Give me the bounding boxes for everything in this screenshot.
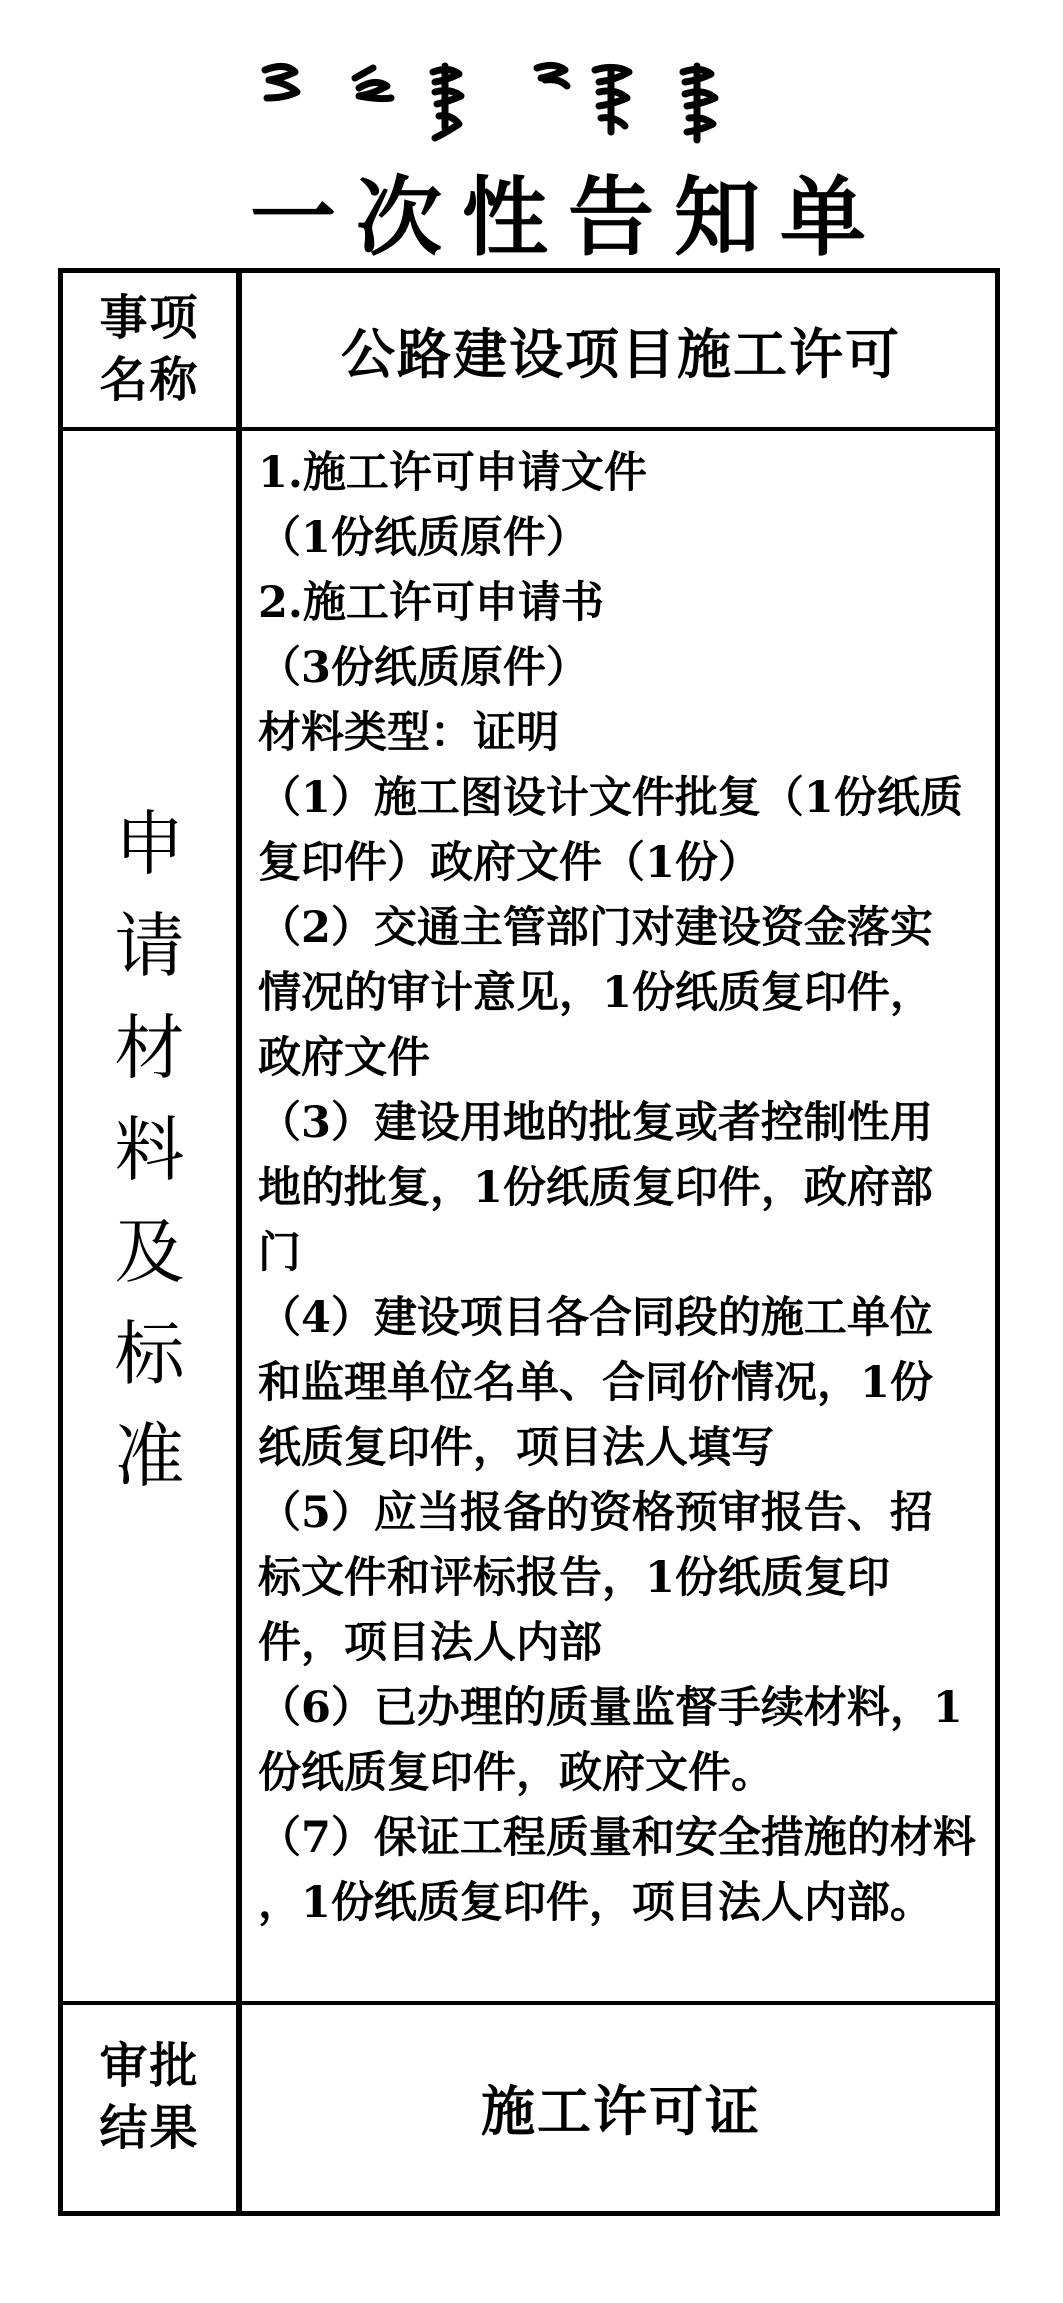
item-name-value: 公路建设项目施工许可 (341, 321, 901, 386)
approval-result-label (63, 2035, 236, 2159)
materials-line: 2.施工许可申请书 (258, 578, 604, 628)
materials-line: 地的批复，1份纸质复印件，政府部 (258, 1163, 933, 1213)
materials-line: 门 (258, 1228, 301, 1278)
materials-list (258, 441, 988, 1936)
materials-line: （3）建设用地的批复或者控制性用 (258, 1098, 933, 1148)
row-divider (63, 427, 995, 431)
materials-line: 材料类型：证明 (258, 708, 559, 758)
materials-line: 件，项目法人内部 (258, 1618, 602, 1668)
materials-line: （7）保证工程质量和安全措施的材料 (258, 1813, 976, 1863)
materials-line: （5）应当报备的资格预审报告、招 (258, 1488, 933, 1538)
materials-label-char: 标 (114, 1313, 185, 1395)
page-title: 一次性告知单 (250, 167, 886, 268)
materials-line: 1.施工许可申请文件 (258, 448, 647, 498)
materials-line: 份纸质复印件，政府文件。 (258, 1748, 774, 1798)
materials-label-char: 申 (114, 803, 185, 885)
materials-line: 情况的审计意见，1份纸质复印件， (258, 968, 933, 1018)
notice-table (58, 268, 1000, 2216)
materials-line: 标文件和评标报告，1份纸质复印 (258, 1553, 890, 1603)
mongolian-title (255, 58, 775, 158)
approval-result-label-line: 结果 (99, 2100, 200, 2156)
materials-line: （6）已办理的质量监督手续材料，1 (258, 1683, 963, 1733)
materials-line: （1）施工图设计文件批复（1份纸质 (258, 773, 963, 823)
materials-label-char: 及 (114, 1211, 185, 1293)
item-name-label-line: 名称 (99, 352, 200, 408)
materials-label (63, 793, 236, 1507)
materials-line: （3份纸质原件） (258, 643, 589, 693)
item-name-label (63, 287, 236, 411)
materials-line: （2）交通主管部门对建设资金落实 (258, 903, 933, 953)
approval-result-value: 施工许可证 (481, 2079, 761, 2143)
materials-label-char: 请 (114, 905, 185, 987)
materials-label-char: 材 (114, 1007, 185, 1089)
materials-line: 政府文件 (258, 1033, 430, 1083)
materials-line: 和监理单位名单、合同价情况，1份 (258, 1358, 933, 1408)
approval-result-label-line: 审批 (99, 2038, 200, 2094)
materials-line: ，1份纸质复印件，项目法人内部。 (258, 1878, 933, 1928)
materials-label-char: 准 (114, 1415, 185, 1497)
materials-line: （1份纸质原件） (258, 513, 589, 563)
item-name-label-line: 事项 (99, 290, 200, 346)
materials-line: （4）建设项目各合同段的施工单位 (258, 1293, 933, 1343)
column-divider (236, 273, 242, 2211)
materials-label-char: 料 (114, 1109, 185, 1191)
materials-line: 复印件）政府文件（1份） (258, 838, 761, 888)
materials-line: 纸质复印件，项目法人填写 (258, 1423, 774, 1473)
mongolian-script-graphic (255, 58, 775, 158)
